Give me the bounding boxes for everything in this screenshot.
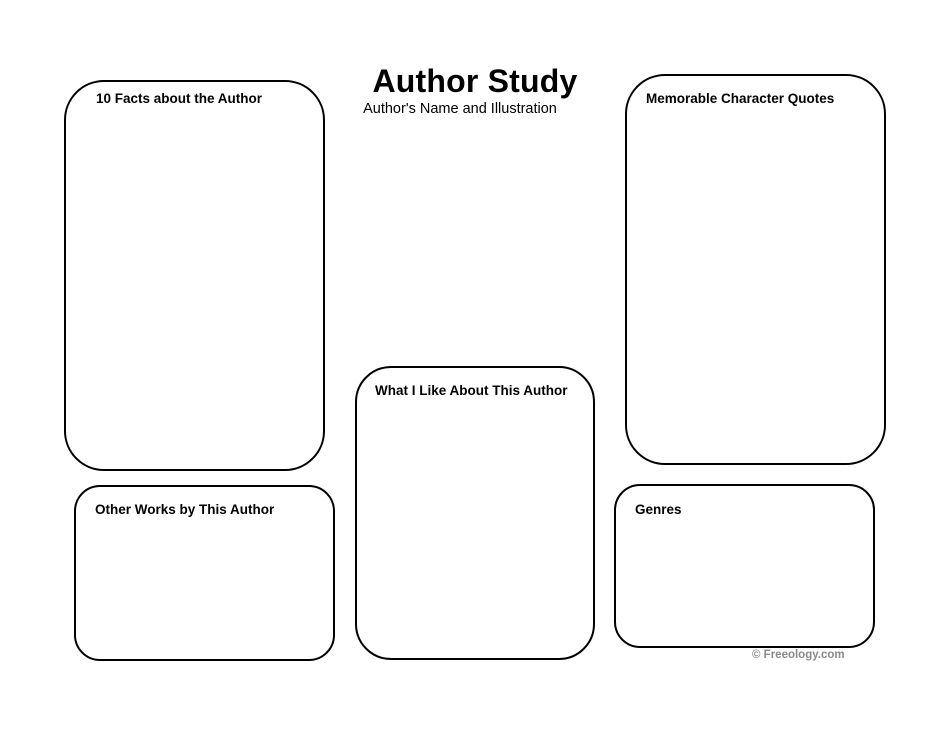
facts-about-author-box[interactable] <box>64 80 325 471</box>
what-i-like-label: What I Like About This Author <box>375 383 568 398</box>
character-quotes-box[interactable] <box>625 74 886 465</box>
page-title: Author Study <box>372 63 578 99</box>
freeology-credit: © Freeology.com <box>752 649 845 661</box>
what-i-like-box[interactable] <box>355 366 595 660</box>
genres-box[interactable] <box>614 484 875 648</box>
other-works-label: Other Works by This Author <box>95 502 275 517</box>
facts-about-author-label: 10 Facts about the Author <box>96 91 263 106</box>
genres-label: Genres <box>635 502 682 517</box>
other-works-box[interactable] <box>74 485 335 661</box>
character-quotes-label: Memorable Character Quotes <box>646 91 835 106</box>
author-name-illustration-prompt: Author's Name and Illustration <box>363 101 557 117</box>
